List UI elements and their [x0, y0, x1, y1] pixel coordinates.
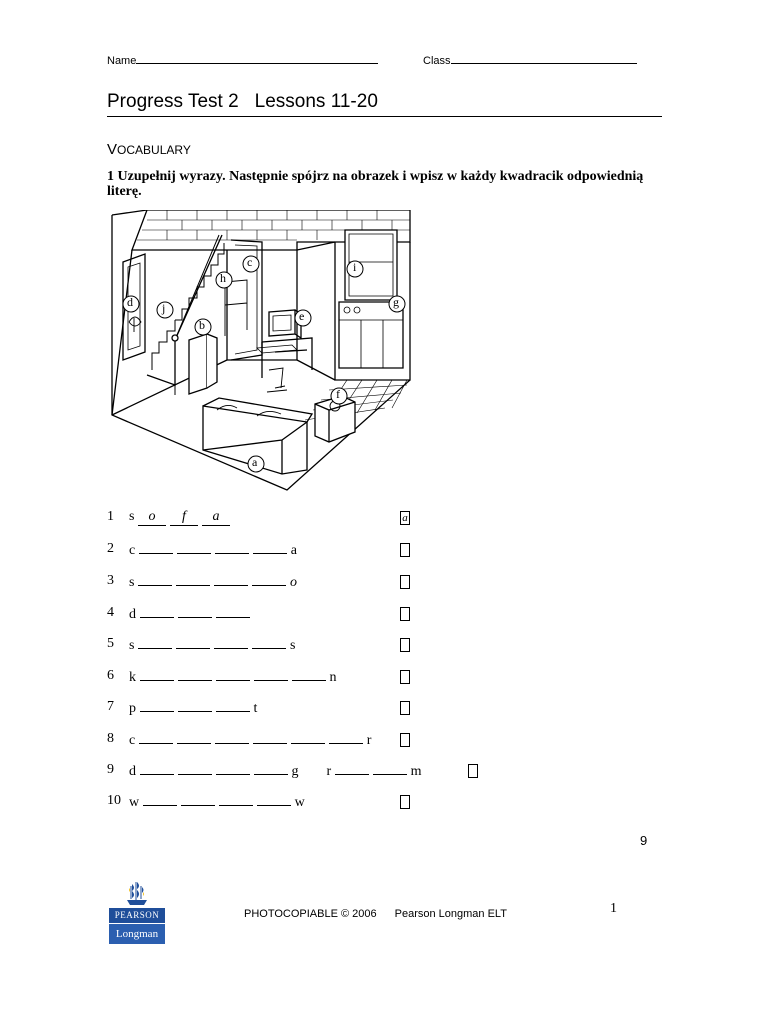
name-label: Name [107, 55, 137, 67]
label-f: f [336, 387, 340, 401]
letter-blank[interactable] [292, 668, 326, 681]
filled-letter: o [138, 509, 166, 526]
label-g: g [393, 295, 399, 309]
section-heading [107, 141, 191, 158]
logo-longman-text: Longman [109, 924, 165, 944]
item-start-letter: w [129, 795, 140, 810]
letter-blank[interactable] [219, 793, 253, 806]
letter-blank[interactable] [215, 731, 249, 744]
letter-blank[interactable] [140, 605, 174, 618]
item-second-end-letter: m [410, 764, 422, 779]
page-number: 1 [610, 901, 617, 916]
item-word [129, 762, 422, 780]
label-a: a [252, 455, 258, 469]
letter-blank[interactable] [253, 541, 287, 554]
item-end-letter: a [290, 543, 297, 558]
room-drawing [107, 210, 417, 493]
letter-blank[interactable] [140, 699, 174, 712]
room-illustration [107, 210, 417, 493]
letter-blank[interactable] [257, 793, 291, 806]
letter-blank[interactable] [178, 699, 212, 712]
letter-blank[interactable] [216, 699, 250, 712]
letter-blank[interactable] [291, 731, 325, 744]
publisher-text: Pearson Longman ELT [394, 908, 507, 920]
letter-blank[interactable] [373, 762, 407, 775]
item-word [129, 509, 234, 526]
item-end-letter: o [289, 575, 297, 590]
letter-blank[interactable] [140, 762, 174, 775]
class-line[interactable] [451, 52, 637, 64]
answer-box[interactable] [400, 670, 410, 684]
item-end-letter: g [291, 764, 299, 779]
letter-blank[interactable] [176, 636, 210, 649]
item-end-letter: t [253, 701, 258, 716]
letter-blank[interactable] [216, 762, 250, 775]
name-line[interactable] [136, 52, 378, 64]
item-word [129, 699, 257, 717]
letter-blank[interactable] [177, 731, 211, 744]
item-start-letter: s [129, 575, 135, 590]
letter-blank[interactable] [138, 573, 172, 586]
item-end-letter: n [329, 670, 337, 685]
letter-blank[interactable] [252, 573, 286, 586]
item-second-start-letter: r [326, 764, 332, 779]
letter-blank[interactable] [178, 668, 212, 681]
item-start-letter: c [129, 543, 136, 558]
letter-blank[interactable] [216, 605, 250, 618]
letter-blank[interactable] [176, 573, 210, 586]
letter-blank[interactable] [139, 541, 173, 554]
item-word [129, 668, 337, 686]
item-end-letter: r [366, 733, 372, 748]
answer-box[interactable] [400, 575, 410, 589]
item-end-letter: w [294, 795, 305, 810]
letter-blank[interactable] [335, 762, 369, 775]
page-title [107, 91, 378, 113]
label-c: c [247, 255, 253, 269]
item-number: 10 [107, 793, 121, 808]
item-start-letter: s [129, 509, 135, 524]
item-word [129, 605, 254, 623]
section-rest: OCABULARY [117, 143, 191, 157]
title-lessons: Lessons 11-20 [254, 91, 378, 112]
section-first-letter: V [107, 141, 118, 158]
filled-letter: a [202, 509, 230, 526]
answer-box[interactable] [400, 638, 410, 652]
class-field [423, 52, 637, 67]
letter-blank[interactable] [181, 793, 215, 806]
label-i: i [353, 260, 357, 274]
letter-blank[interactable] [177, 541, 211, 554]
item-word [129, 573, 297, 591]
item-start-letter: d [129, 764, 136, 779]
item-end-letter: s [289, 638, 296, 653]
item-word [129, 636, 295, 654]
letter-blank[interactable] [252, 636, 286, 649]
answer-box[interactable] [400, 795, 410, 809]
answer-box[interactable] [400, 733, 410, 747]
letter-blank[interactable] [138, 636, 172, 649]
answer-box[interactable] [400, 701, 410, 715]
label-d: d [127, 295, 133, 309]
item-number: 5 [107, 636, 114, 651]
item-number: 3 [107, 573, 114, 588]
item-word [129, 793, 305, 811]
letter-blank[interactable] [143, 793, 177, 806]
letter-blank[interactable] [254, 762, 288, 775]
letter-blank[interactable] [214, 573, 248, 586]
item-start-letter: s [129, 638, 135, 653]
item-start-letter: d [129, 607, 136, 622]
class-label: Class [423, 55, 451, 67]
letter-blank[interactable] [329, 731, 363, 744]
item-word [129, 731, 371, 749]
item-number: 1 [107, 509, 114, 524]
letter-blank[interactable] [214, 636, 248, 649]
letter-blank[interactable] [253, 731, 287, 744]
filled-letter: f [170, 509, 198, 526]
letter-blank[interactable] [178, 605, 212, 618]
answer-box[interactable] [400, 607, 410, 621]
item-word [129, 541, 297, 559]
title-rule [107, 116, 662, 117]
name-field [107, 52, 378, 67]
item-number: 8 [107, 731, 114, 746]
title-main: Progress Test 2 [107, 91, 239, 112]
item-number: 9 [107, 762, 114, 777]
letter-blank[interactable] [215, 541, 249, 554]
answer-box[interactable] [400, 543, 410, 557]
item-number: 4 [107, 605, 114, 620]
letter-blank[interactable] [140, 668, 174, 681]
footer-copyright [244, 908, 507, 920]
pearson-logo [109, 878, 165, 944]
copyright-text: PHOTOCOPIABLE © 2006 [244, 908, 377, 920]
label-h: h [220, 271, 226, 285]
answer-box[interactable]: a [400, 511, 410, 525]
logo-pearson-text: PEARSON [109, 908, 165, 923]
label-e: e [299, 309, 305, 323]
label-b: b [199, 318, 205, 332]
letter-blank[interactable] [139, 731, 173, 744]
ship-icon [109, 878, 165, 908]
item-start-letter: p [129, 701, 136, 716]
answer-box[interactable] [468, 764, 478, 778]
item-number: 2 [107, 541, 114, 556]
item-start-letter: k [129, 670, 136, 685]
item-number: 6 [107, 668, 114, 683]
label-j: j [162, 301, 166, 315]
letter-blank[interactable] [254, 668, 288, 681]
letter-blank[interactable] [216, 668, 250, 681]
item-number: 7 [107, 699, 114, 714]
item-start-letter: c [129, 733, 136, 748]
score-total: 9 [640, 833, 648, 848]
letter-blank[interactable] [178, 762, 212, 775]
instruction-text: 1 Uzupełnij wyrazy. Następnie spójrz na obrazek i wpisz w każdy kwadracik odpowiednią literę. [107, 169, 644, 199]
